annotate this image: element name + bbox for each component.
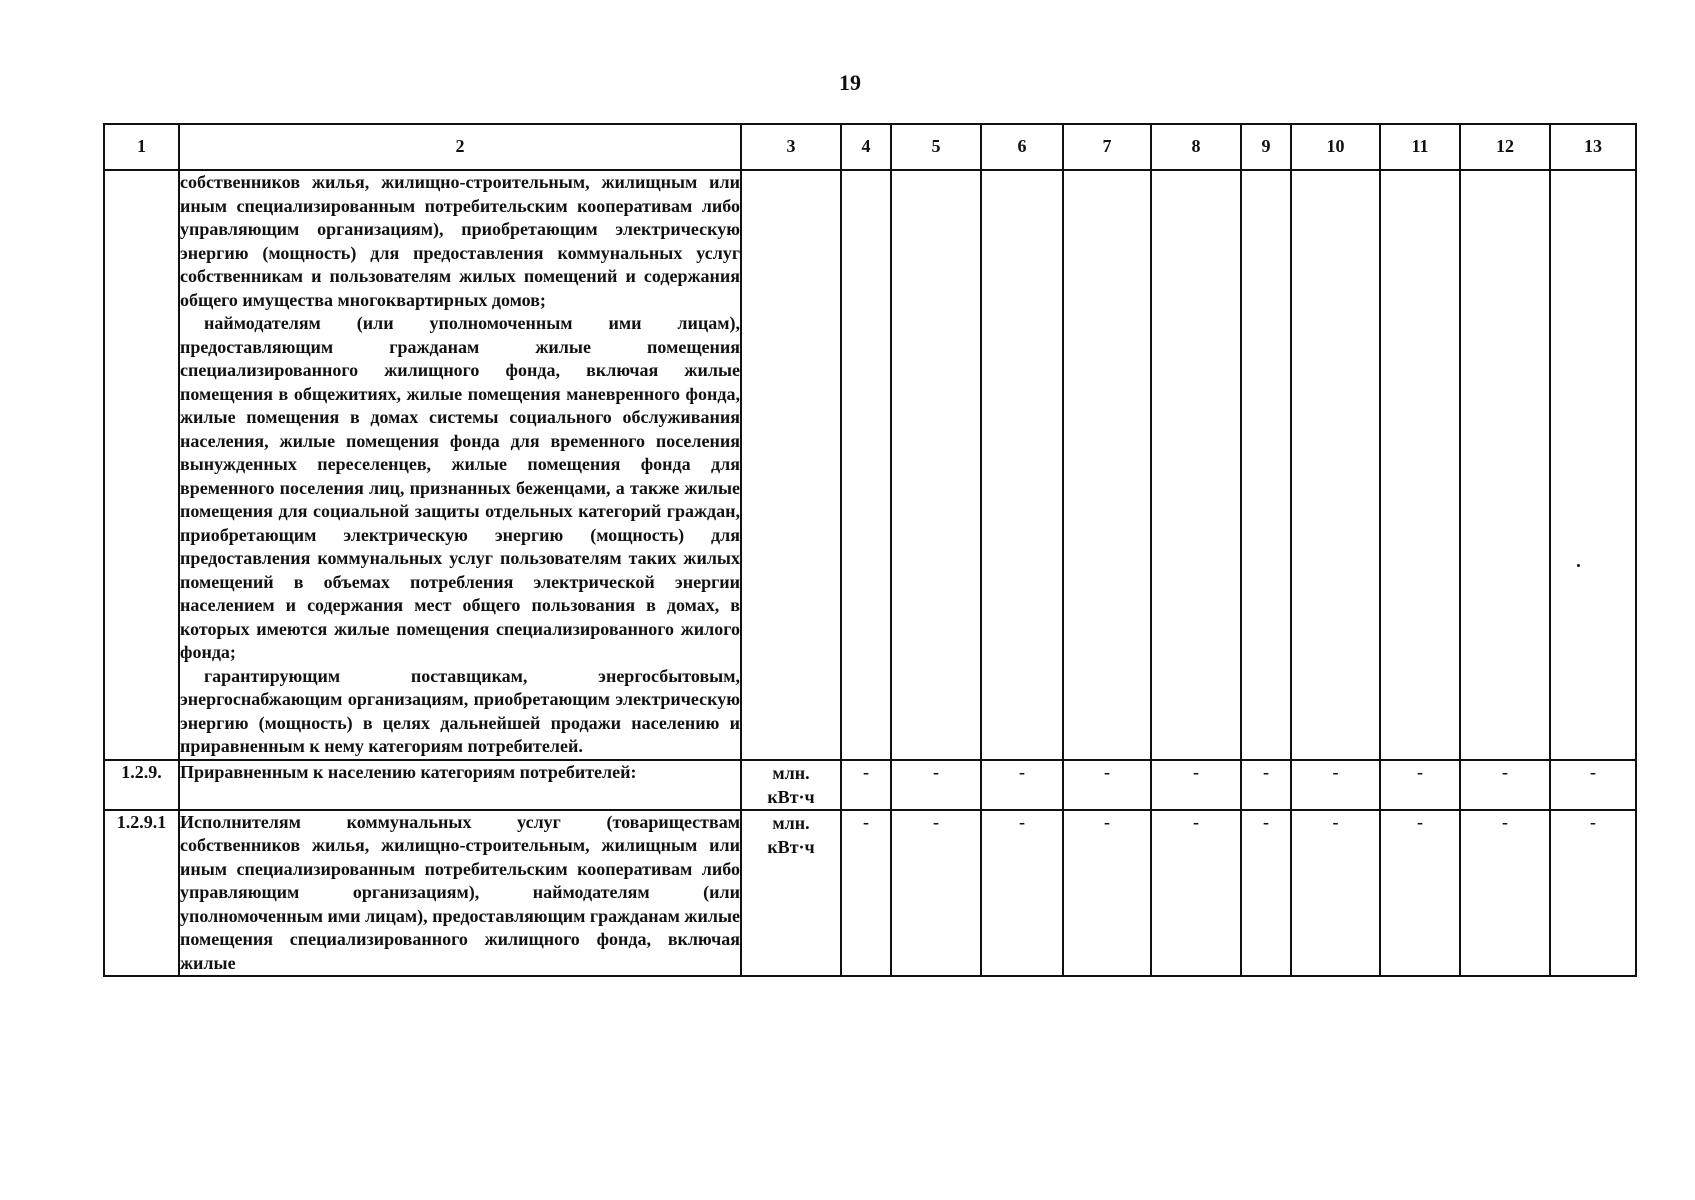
- cell-value: -: [1193, 761, 1199, 782]
- table-body: [104, 170, 1636, 976]
- description-paragraph: собственников жилья, жилищно-строительным, жилищным или иным специализированным потребительским кооперативам либо управляющим организациям), приобретающим электрическую энергию (мощность) для предоставления коммунальных услуг собственникам и пользователям жилых помещений и содержания общего имущества многоквартирных домов;: [180, 172, 740, 310]
- value-cell: [891, 810, 981, 977]
- cell-value: -: [1104, 811, 1110, 832]
- value-cell: [1380, 810, 1460, 977]
- row-description: [179, 810, 741, 977]
- value-cell: [841, 760, 891, 810]
- cell-value: -: [1019, 811, 1025, 832]
- row-description: [179, 760, 741, 810]
- column-header: 13: [1550, 124, 1636, 170]
- page-number: 19: [839, 70, 861, 95]
- column-header: 7: [1063, 124, 1151, 170]
- cell-value: -: [1263, 811, 1269, 832]
- column-header: 11: [1380, 124, 1460, 170]
- cell-value: -: [863, 811, 869, 832]
- value-cell: [1151, 810, 1241, 977]
- value-cell: [1291, 170, 1380, 760]
- description-paragraph: гарантирующим поставщикам, энергосбытовым, энергоснабжающим организациям, приобретающим электрическую энергию (мощность) в целях дальнейшей продажи населению и приравненным к нему категориям потребителей.: [180, 665, 740, 756]
- value-cell: [1550, 760, 1636, 810]
- cell-value: -: [933, 811, 939, 832]
- value-cell: [981, 810, 1063, 977]
- value-cell: [1460, 760, 1550, 810]
- description-paragraph: Исполнителям коммунальных услуг (товариществам собственников жилья, жилищно-строительным, жилищным или иным специализированным потребительским кооперативам либо управляющим организациям), наймодателям (или уполномоченным ими лицам), предоставляющим гражданам жилые помещения специализированного жилищного фонда, включая жилые: [180, 811, 740, 973]
- value-cell: [1063, 810, 1151, 977]
- value-cell: [1460, 170, 1550, 760]
- value-cell: [1460, 810, 1550, 977]
- value-cell: [1291, 810, 1380, 977]
- value-cell: [1063, 760, 1151, 810]
- row-unit: [741, 760, 841, 810]
- value-cell: [891, 170, 981, 760]
- value-cell: [1380, 170, 1460, 760]
- value-cell: [1151, 760, 1241, 810]
- description-paragraph: наймодателям (или уполномоченным ими лицам), предоставляющим гражданам жилые помещения специализированного жилищного фонда, включая жилые помещения в общежитиях, жилые помещения маневренного фонда, жилые помещения в домах системы социального обслуживания населения, жилые помещения фонда для временного поселения вынужденных переселенцев, жилые помещения фонда для временного поселения лиц, признанных беженцами, а также жилые помещения для социальной защиты отдельных категорий граждан, приобретающим электрическую энергию (мощность) для предоставления коммунальных услуг пользователям таких жилых помещений в объемах потребления электрической энергии населением и содержания мест общего пользования в домах, в которых имеются жилые помещения специализированного жилого фонда;: [180, 313, 740, 662]
- cell-value: -: [1332, 761, 1339, 782]
- stray-mark: [1577, 564, 1580, 567]
- data-table: [103, 123, 1637, 977]
- column-header: 2: [179, 124, 741, 170]
- cell-value: -: [1104, 761, 1110, 782]
- column-header: 9: [1241, 124, 1291, 170]
- description-paragraph: Приравненным к населению категориям потребителей:: [180, 761, 637, 782]
- cell-value: -: [1590, 761, 1596, 782]
- unit-line: кВт·ч: [767, 786, 815, 807]
- row-number: [104, 170, 179, 760]
- column-header: 8: [1151, 124, 1241, 170]
- row-unit: [741, 810, 841, 977]
- value-cell: [1241, 170, 1291, 760]
- value-cell: [1380, 760, 1460, 810]
- column-header: 3: [741, 124, 841, 170]
- cell-value: -: [1019, 761, 1025, 782]
- value-cell: [841, 170, 891, 760]
- row-number: 1.2.9.: [104, 760, 179, 810]
- cell-value: -: [1417, 811, 1423, 832]
- column-header: 12: [1460, 124, 1550, 170]
- cell-value: -: [1502, 761, 1508, 782]
- value-cell: [1550, 810, 1636, 977]
- cell-value: -: [933, 761, 939, 782]
- row-description: [179, 170, 741, 760]
- value-cell: [1063, 170, 1151, 760]
- column-header: 5: [891, 124, 981, 170]
- column-header: 4: [841, 124, 891, 170]
- cell-value: -: [1332, 811, 1339, 832]
- unit-line: млн.: [772, 812, 810, 833]
- value-cell: [981, 760, 1063, 810]
- table-row: [104, 810, 1636, 977]
- value-cell: [1241, 810, 1291, 977]
- value-cell: [981, 170, 1063, 760]
- table-row: [104, 170, 1636, 760]
- cell-value: -: [863, 761, 869, 782]
- cell-value: -: [1590, 811, 1596, 832]
- unit-line: млн.: [772, 762, 810, 783]
- row-number: 1.2.9.1: [104, 810, 179, 977]
- cell-value: -: [1417, 761, 1423, 782]
- column-header: 10: [1291, 124, 1380, 170]
- value-cell: [1550, 170, 1636, 760]
- column-header: 6: [981, 124, 1063, 170]
- column-header: 1: [104, 124, 179, 170]
- cell-value: -: [1263, 761, 1269, 782]
- table-row: [104, 760, 1636, 810]
- value-cell: [1241, 760, 1291, 810]
- value-cell: [1151, 170, 1241, 760]
- value-cell: [841, 810, 891, 977]
- header-row: [104, 124, 1636, 170]
- row-unit: [741, 170, 841, 760]
- value-cell: [1291, 760, 1380, 810]
- cell-value: -: [1502, 811, 1508, 832]
- value-cell: [891, 760, 981, 810]
- cell-value: -: [1193, 811, 1199, 832]
- unit-line: кВт·ч: [767, 836, 815, 857]
